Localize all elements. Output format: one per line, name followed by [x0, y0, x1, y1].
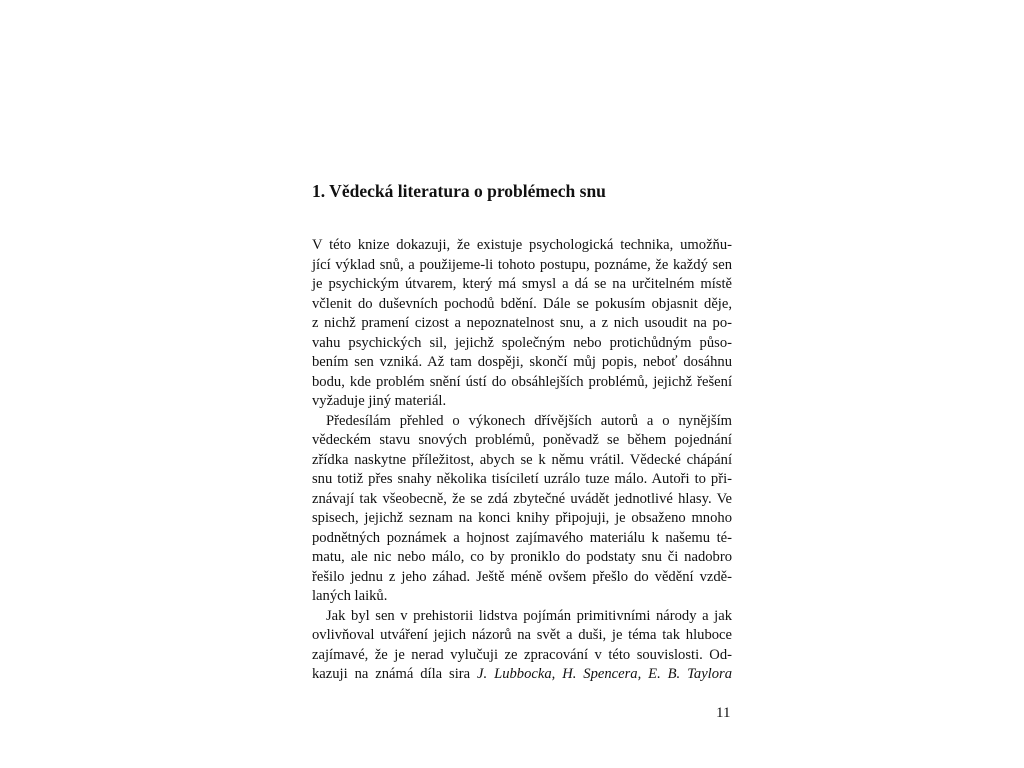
text-line: snu totiž přes snahy několika tisíciletí uzrálo tuze málo. Autoři to při-	[312, 471, 732, 487]
body-text	[312, 236, 732, 685]
text-line: z nichž pramení cizost a nepoznatelnost snu, a z nich usoudit na po-	[312, 315, 732, 331]
text-line: vědeckém stavu snových problémů, poněvadž se během pojednání	[312, 432, 732, 448]
text-line: řešilo jednu z jeho záhad. Ještě méně ovšem přešlo do vědění vzdě-	[312, 568, 732, 585]
chapter-title: 1. Vědecká literatura o problémech snu	[312, 181, 606, 201]
text-line: znávají tak všeobecně, že se zdá zbytečné uvádět jednotlivé hlasy. Ve	[312, 490, 732, 507]
text-line: včlenit do duševních pochodů bdění. Dále se pokusím objasnit děje,	[312, 295, 732, 312]
text-line: ovlivňoval utváření jejich názorů na svět a duši, je téma tak hluboce	[312, 627, 732, 643]
text-segment: kazuji na známá díla sira	[312, 666, 478, 682]
text-line: zajímavé, že je nerad vylučuji ze zpracování v této souvislosti. Od-	[312, 646, 732, 663]
text-line-mixed	[312, 665, 732, 685]
italic-author-names: J. Lubbocka, H. Spencera, E. B. Taylora	[477, 666, 732, 682]
text-line: bodu, kde problém snění ústí do obsáhlejších problémů, jejichž řešení	[312, 373, 732, 390]
text-line: Předesílám přehled o výkonech dřívějších autorů a o nynějším	[326, 412, 732, 429]
text-line: vahu psychických sil, jejichž společným nebo protichůdným půso-	[312, 334, 732, 351]
text-line: spisech, jejichž seznam na konci knihy připojuji, je obsaženo mnoho	[312, 510, 732, 526]
text-line: V této knize dokazuji, že existuje psychologická technika, umožňu-	[312, 237, 732, 253]
text-line: jící výklad snů, a použijeme-li tohoto postupu, poznáme, že každý sen	[312, 256, 732, 273]
text-line: bením sen vzniká. Až tam dospěji, skončí můj popis, neboť dosáhnu	[312, 354, 732, 370]
text-line: vyžaduje jiný materiál.	[312, 393, 447, 409]
text-line: Jak byl sen v prehistorii lidstva pojímán primitivními národy a jak	[326, 607, 732, 624]
text-line: podnětných poznámek a hojnost zajímavého materiálu k našemu té-	[312, 529, 732, 546]
text-line: matu, ale nic nebo málo, co by proniklo do podstaty snu či nadobro	[312, 549, 732, 565]
text-line: zřídka naskytne příležitost, abych se k němu vrátil. Vědecké chápání	[312, 451, 732, 468]
page-number: 11	[716, 705, 731, 721]
text-line: laných laiků.	[312, 588, 388, 604]
text-line: je psychickým útvarem, který má smysl a dá se na určitelném místě	[312, 276, 732, 292]
